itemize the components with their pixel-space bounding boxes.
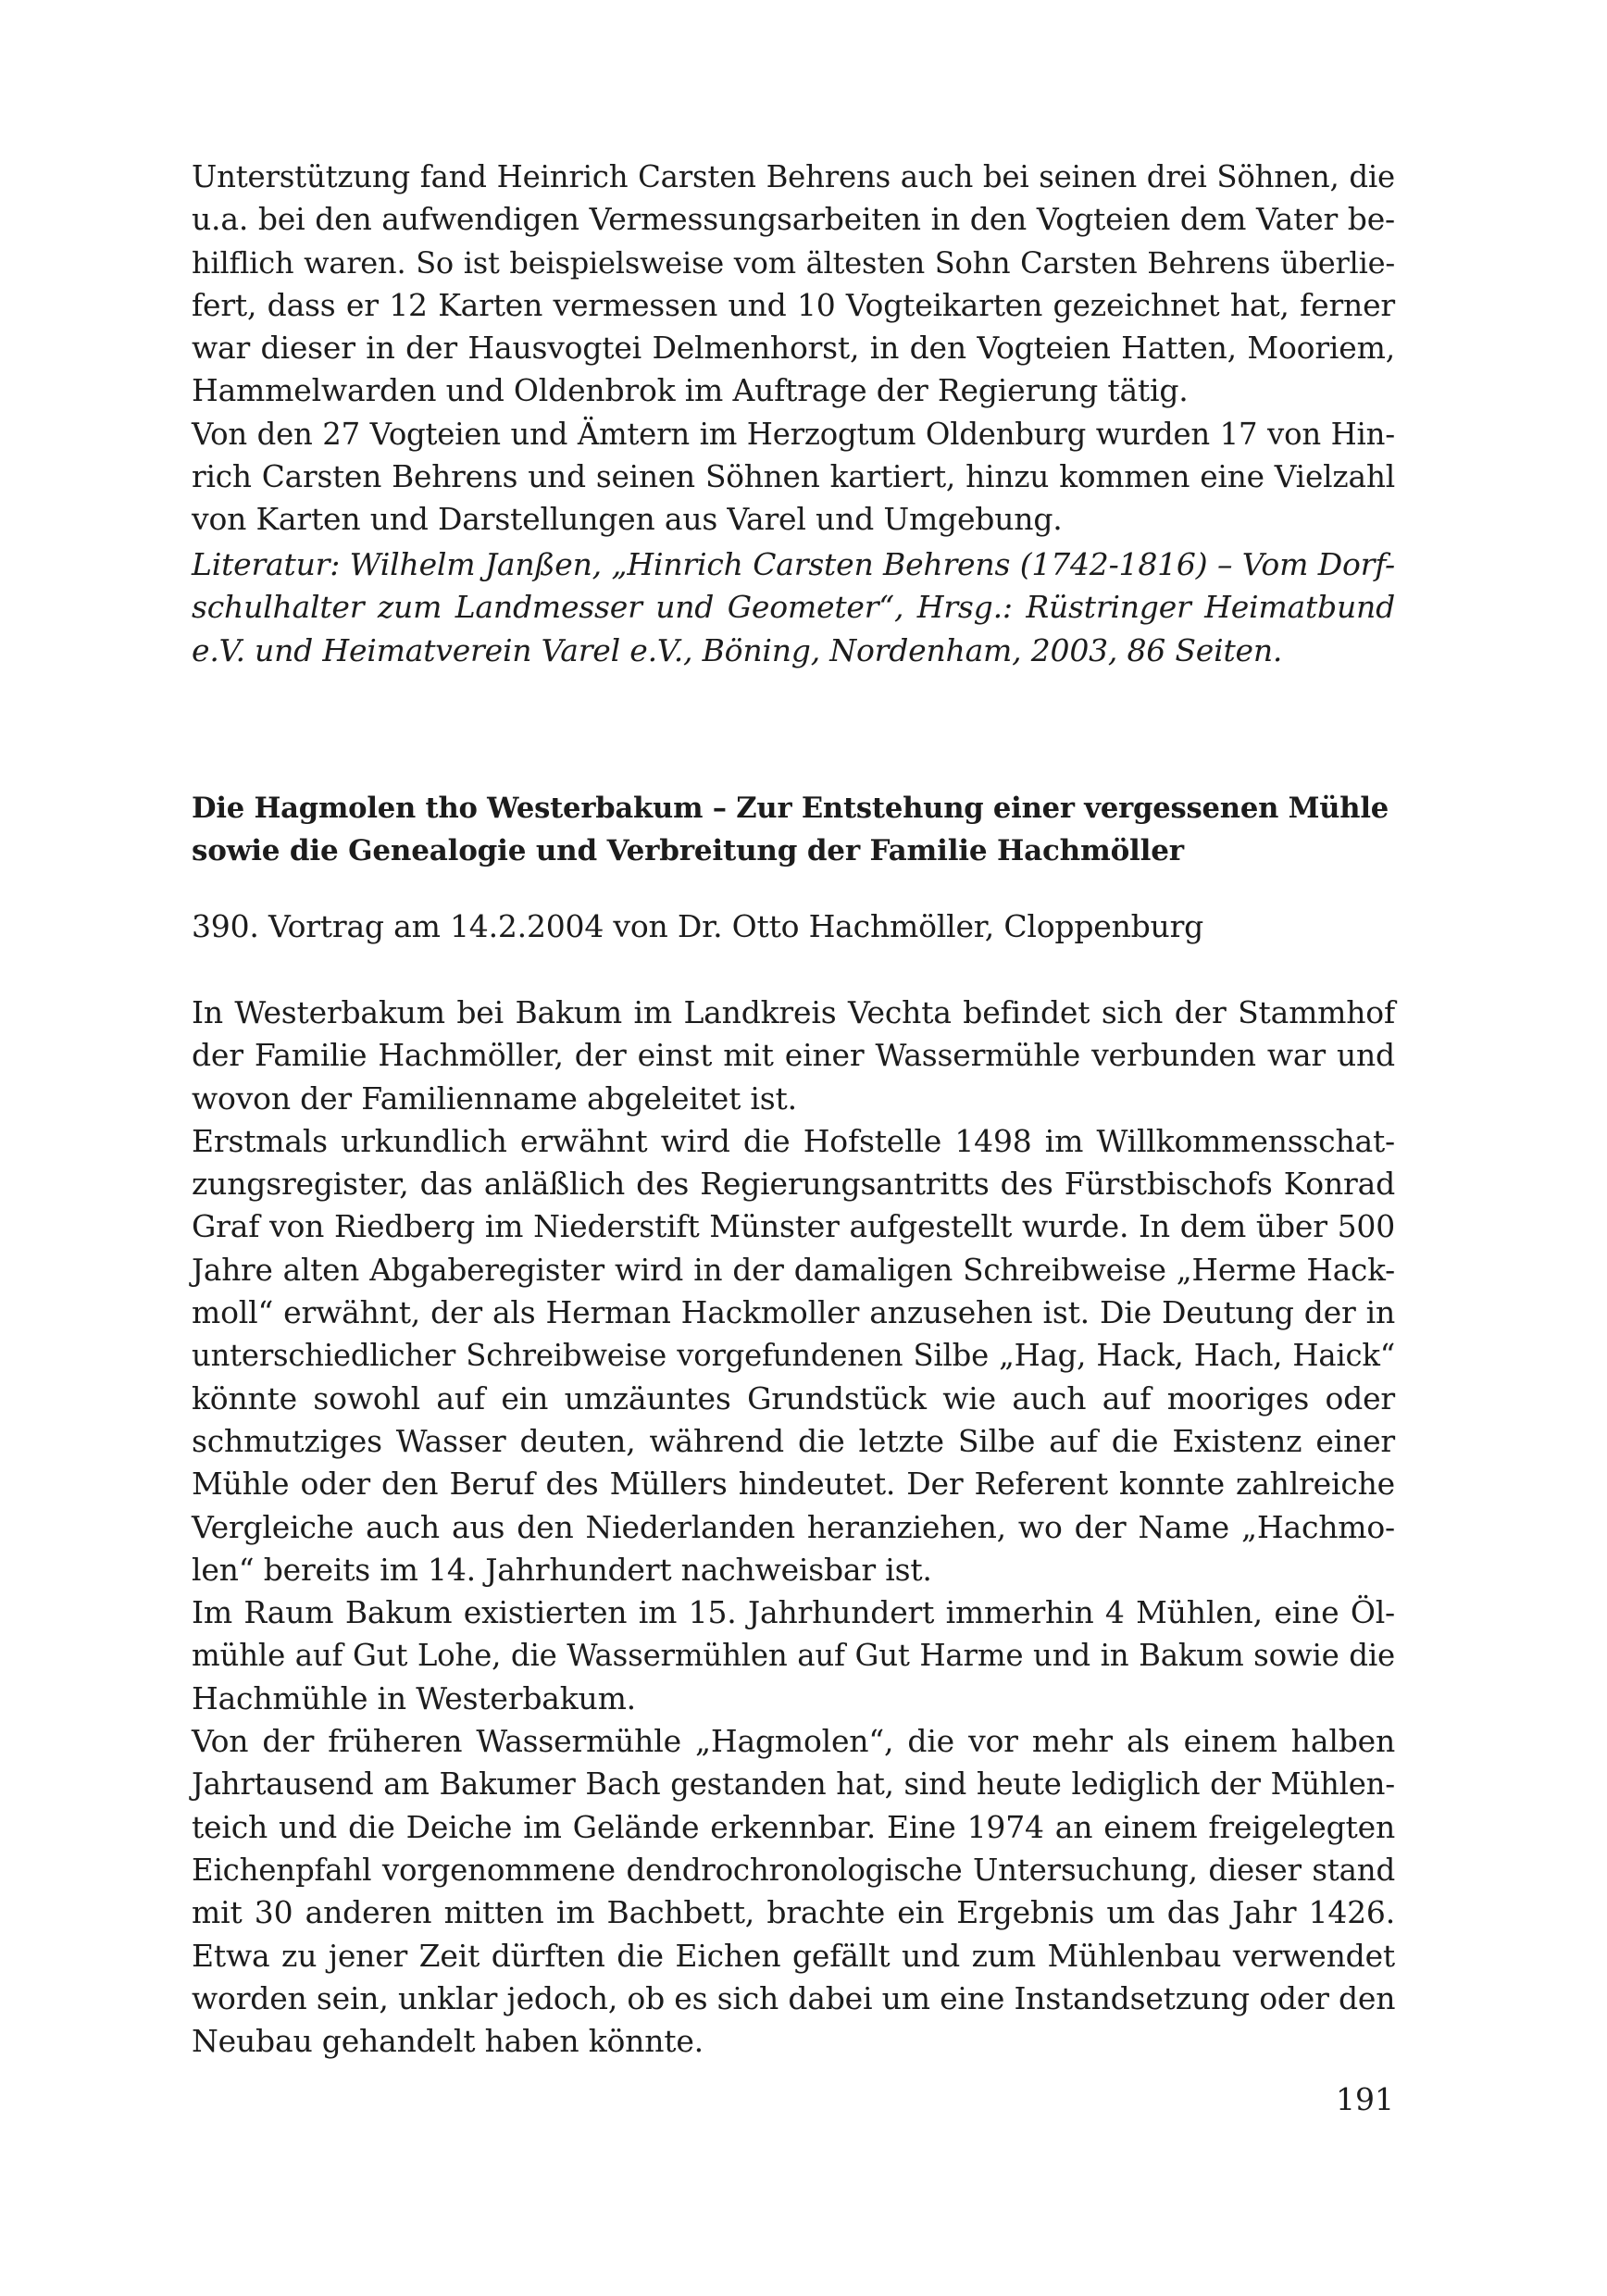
text-line: worden sein, unklar jedoch, ob es sich dabei um eine Instandsetzung oder den — [192, 1979, 1396, 2016]
text-line: Etwa zu jener Zeit dürften die Eichen gefällt und zum Mühlenbau verwendet — [192, 1937, 1395, 1974]
text-line: Eichenpfahl vorgenommene dendrochronologische Untersuchung, dieser stand — [192, 1852, 1395, 1888]
text-line: Jahre alten Abgaberegister wird in der damaligen Schreibweise „Herme Hack- — [192, 1252, 1395, 1288]
intro-paragraph — [192, 156, 1395, 542]
heading-line: sowie die Genealogie und Verbreitung der Familie Hachmöller — [192, 834, 1184, 867]
text-line: Unterstützung fand Heinrich Carsten Behrens auch bei seinen drei Söhnen, die — [192, 159, 1395, 194]
text-line: Vergleiche auch aus den Niederlanden heranziehen, wo der Name „Hachmo- — [192, 1508, 1395, 1545]
text-line: Graf von Riedberg im Niederstift Münster aufgestellt wurde. In dem über 500 — [192, 1208, 1395, 1245]
text-line: len“ bereits im 14. Jahrhundert nachweisbar ist. — [192, 1551, 932, 1588]
text-line: moll“ erwähnt, der als Herman Hackmoller anzusehen ist. Die Deutung der in — [192, 1294, 1395, 1331]
text-line: mit 30 anderen mitten im Bachbett, brachte ein Ergebnis um das Jahr 1426. — [192, 1894, 1395, 1931]
text-line: zungsregister, das anläßlich des Regierungsantritts des Fürstbischofs Konrad — [192, 1166, 1395, 1203]
text-line: Hammelwarden und Oldenbrok im Auftrage der Regierung tätig. — [192, 372, 1189, 409]
page-number: 191 — [1336, 2081, 1394, 2117]
text-line: von Karten und Darstellungen aus Varel und Umgebung. — [192, 501, 1063, 538]
text-line: schulhalter zum Landmesser und Geometer“, Hrsg.: Rüstringer Heimatbund — [192, 589, 1395, 626]
text-line: könnte sowohl auf ein umzäuntes Grundstück wie auch auf mooriges oder — [192, 1379, 1395, 1416]
body-text — [192, 992, 1395, 2063]
lecture-line: 390. Vortrag am 14.2.2004 von Dr. Otto Hachmöller, Cloppenburg — [192, 908, 1204, 944]
text-line: fert, dass er 12 Karten vermessen und 10 Vogteikarten gezeichnet hat, ferner — [192, 286, 1395, 323]
text-line: Von der früheren Wassermühle „Hagmolen“, die vor mehr als einem halben — [192, 1723, 1395, 1760]
text-line: In Westerbakum bei Bakum im Landkreis Vechta befindet sich der Stammhof — [192, 994, 1395, 1030]
text-line: u.a. bei den aufwendigen Vermessungsarbeiten in den Vogteien dem Vater be- — [192, 201, 1395, 238]
text-line: der Familie Hachmöller, der einst mit einer Wassermühle verbunden war und — [192, 1037, 1395, 1074]
text-line: mühle auf Gut Lohe, die Wassermühlen auf Gut Harme und in Bakum sowie die — [192, 1638, 1395, 1674]
literature-reference — [192, 543, 1395, 672]
text-line: wovon der Familienname abgeleitet ist. — [192, 1079, 797, 1117]
text-line: Erstmals urkundlich erwähnt wird die Hofstelle 1498 im Willkommensschat- — [192, 1122, 1395, 1159]
text-line: e.V. und Heimatverein Varel e.V., Böning, Nordenham, 2003, 86 Seiten. — [192, 631, 1283, 668]
text-line: Mühle oder den Beruf des Müllers hindeutet. Der Referent konnte zahlreiche — [192, 1466, 1395, 1503]
heading-line: Die Hagmolen tho Westerbakum – Zur Entstehung einer vergessenen Mühle — [192, 792, 1389, 825]
text-line: Neubau gehandelt haben könnte. — [192, 2023, 704, 2060]
text-line: war dieser in der Hausvogtei Delmenhorst, in den Vogteien Hatten, Mooriem, — [192, 330, 1395, 367]
text-line: Im Raum Bakum existierten im 15. Jahrhundert immerhin 4 Mühlen, eine Öl- — [192, 1594, 1395, 1631]
section-heading — [192, 787, 1395, 872]
text-line: teich und die Deiche im Gelände erkennbar. Eine 1974 an einem freigelegten — [192, 1808, 1395, 1845]
text-line: Von den 27 Vogteien und Ämtern im Herzogtum Oldenburg wurden 17 von Hin- — [192, 416, 1395, 452]
text-line: unterschiedlicher Schreibweise vorgefundenen Silbe „Hag, Hack, Hach, Haick“ — [192, 1338, 1395, 1374]
text-line: schmutziges Wasser deuten, während die letzte Silbe auf die Existenz einer — [192, 1422, 1395, 1459]
text-line: Jahrtausend am Bakumer Bach gestanden hat, sind heute lediglich der Mühlen- — [192, 1766, 1395, 1803]
text-line: Hachmühle in Westerbakum. — [192, 1679, 636, 1716]
text-line: rich Carsten Behrens und seinen Söhnen kartiert, hinzu kommen eine Vielzahl — [192, 459, 1395, 495]
text-line: hilflich waren. So ist beispielsweise vom ältesten Sohn Carsten Behrens überlie- — [192, 244, 1395, 281]
lecture-info — [192, 905, 1395, 948]
text-line: Literatur: Wilhelm Janßen, „Hinrich Carsten Behrens (1742-1816) – Vom Dorf- — [192, 546, 1395, 582]
